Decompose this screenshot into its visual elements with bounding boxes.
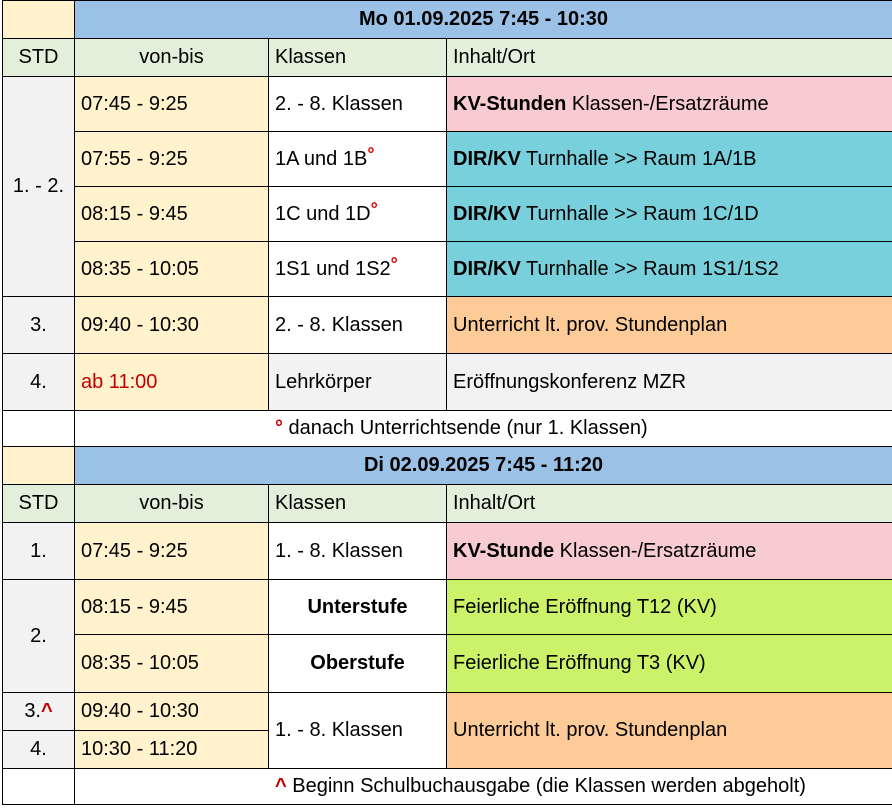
table-row	[3, 242, 892, 297]
footnote-spacer	[3, 411, 75, 447]
caret-mark: ^	[41, 700, 53, 722]
info-text: Klassen-/Ersatzräume	[566, 92, 769, 115]
header-classes: Klassen	[269, 39, 447, 77]
period-cell: 4.	[3, 731, 75, 769]
info-cell: Unterricht lt. prov. Stundenplan	[447, 693, 892, 769]
period-cell: 4.	[3, 354, 75, 411]
classes-cell	[269, 635, 447, 693]
info-text: Turnhalle >> Raum 1A/1B	[520, 147, 757, 170]
period-cell: 3.	[3, 297, 75, 354]
time-cell: 07:45 - 9:25	[75, 77, 269, 132]
table-row	[3, 523, 892, 580]
classes-cell	[269, 242, 447, 297]
footnote-text: Beginn Schulbuchausgabe (die Klassen werden abgeholt)	[286, 775, 806, 797]
degree-mark: °	[390, 253, 398, 274]
period-cell: 1.	[3, 523, 75, 580]
classes-bold: Unterstufe	[307, 595, 408, 618]
classes-cell: Lehrkörper	[269, 354, 447, 411]
tuesday-header-row	[3, 485, 892, 523]
monday-footnote-row	[3, 411, 892, 447]
header-std: STD	[3, 39, 75, 77]
info-cell: Unterricht lt. prov. Stundenplan	[447, 297, 892, 354]
footnote-spacer	[3, 769, 75, 805]
corner-cell	[3, 1, 75, 39]
info-cell	[447, 187, 892, 242]
info-cell	[447, 242, 892, 297]
period-cell	[3, 693, 75, 731]
period-cell: 1. - 2.	[3, 77, 75, 297]
time-cell: 08:35 - 10:05	[75, 635, 269, 693]
period-cell: 2.	[3, 580, 75, 693]
time-cell: 08:15 - 9:45	[75, 580, 269, 635]
schedule-table	[2, 0, 892, 805]
time-cell: 10:30 - 11:20	[75, 731, 269, 769]
classes-cell	[269, 580, 447, 635]
classes-text: 1S1 und 1S2	[275, 257, 391, 280]
tuesday-title: Di 02.09.2025 7:45 - 11:20	[75, 447, 892, 485]
footnote-text: danach Unterrichtsende (nur 1. Klassen)	[283, 417, 648, 439]
info-cell	[447, 523, 892, 580]
info-bold: DIR/KV	[453, 202, 521, 225]
info-text: Turnhalle >> Raum 1C/1D	[520, 202, 759, 225]
info-cell	[447, 77, 892, 132]
time-cell: 08:15 - 9:45	[75, 187, 269, 242]
classes-cell: 2. - 8. Klassen	[269, 77, 447, 132]
tuesday-footnote-row	[3, 769, 892, 805]
monday-title-row	[3, 1, 892, 39]
time-cell: ab 11:00	[75, 354, 269, 411]
info-cell: Feierliche Eröffnung T3 (KV)	[447, 635, 892, 693]
footnote	[75, 769, 892, 805]
footnote-mark: ^	[275, 775, 287, 797]
classes-cell: 1. - 8. Klassen	[269, 523, 447, 580]
info-bold: KV-Stunden	[453, 92, 567, 115]
table-row	[3, 354, 892, 411]
footnote	[75, 411, 892, 447]
info-bold: DIR/KV	[453, 257, 521, 280]
period-label: 3.	[24, 700, 41, 722]
classes-cell: 1. - 8. Klassen	[269, 693, 447, 769]
tuesday-title-row	[3, 447, 892, 485]
header-info: Inhalt/Ort	[447, 39, 892, 77]
header-info: Inhalt/Ort	[447, 485, 892, 523]
table-row	[3, 132, 892, 187]
table-row	[3, 693, 892, 731]
classes-bold: Oberstufe	[310, 652, 405, 674]
info-bold: KV-Stunde	[453, 539, 555, 562]
table-row	[3, 580, 892, 635]
table-row	[3, 297, 892, 354]
info-cell	[447, 132, 892, 187]
header-std: STD	[3, 485, 75, 523]
footnote-mark: °	[275, 417, 283, 439]
time-cell: 07:55 - 9:25	[75, 132, 269, 187]
classes-cell	[269, 187, 447, 242]
classes-cell	[269, 132, 447, 187]
info-text: Klassen-/Ersatzräume	[554, 539, 757, 562]
table-row	[3, 77, 892, 132]
info-cell: Eröffnungskonferenz MZR	[447, 354, 892, 411]
header-classes: Klassen	[269, 485, 447, 523]
monday-title: Mo 01.09.2025 7:45 - 10:30	[75, 1, 892, 39]
classes-text: 1C und 1D	[275, 202, 371, 225]
classes-text: 1A und 1B	[275, 147, 368, 170]
info-bold: DIR/KV	[453, 147, 521, 170]
table-row	[3, 187, 892, 242]
corner-cell	[3, 447, 75, 485]
time-cell: 07:45 - 9:25	[75, 523, 269, 580]
info-text: Turnhalle >> Raum 1S1/1S2	[520, 257, 779, 280]
degree-mark: °	[370, 198, 378, 219]
info-cell: Feierliche Eröffnung T12 (KV)	[447, 580, 892, 635]
header-time: von-bis	[75, 485, 269, 523]
monday-header-row	[3, 39, 892, 77]
table-row	[3, 635, 892, 693]
time-cell: 09:40 - 10:30	[75, 693, 269, 731]
degree-mark: °	[367, 143, 375, 164]
header-time: von-bis	[75, 39, 269, 77]
classes-cell: 2. - 8. Klassen	[269, 297, 447, 354]
time-cell: 09:40 - 10:30	[75, 297, 269, 354]
time-cell: 08:35 - 10:05	[75, 242, 269, 297]
